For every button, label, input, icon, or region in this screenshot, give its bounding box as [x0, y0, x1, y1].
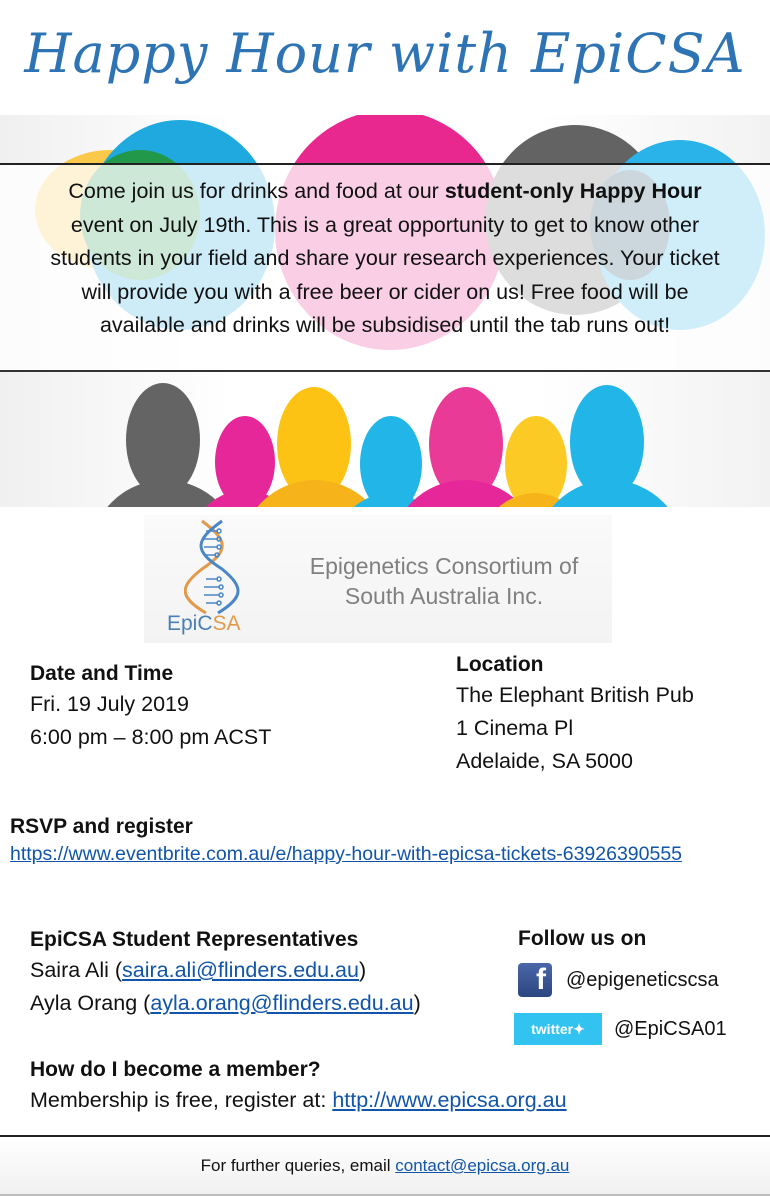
page-title: Happy Hour with EpiCSA: [24, 22, 746, 85]
representative-name: Ayla Orang: [30, 991, 138, 1015]
logo-word-c: C: [197, 612, 213, 635]
twitter-link[interactable]: [514, 1013, 727, 1045]
representative-name: Saira Ali: [30, 958, 109, 982]
facebook-icon: f: [518, 963, 552, 997]
intro-text-bold: student-only Happy Hour: [444, 179, 702, 203]
dna-helix-icon: [184, 519, 244, 615]
representatives-section: [30, 928, 421, 1020]
event-time: 6:00 pm – 8:00 pm ACST: [30, 725, 272, 749]
twitter-icon: twitter ✦: [514, 1013, 602, 1045]
membership-text: [30, 1084, 567, 1117]
event-date: Fri. 19 July 2019: [30, 692, 189, 716]
contact-email-link[interactable]: contact@epicsa.org.au: [395, 1156, 570, 1175]
intro-box: [0, 163, 770, 372]
representative-email-link[interactable]: ayla.orang@flinders.edu.au: [150, 991, 414, 1015]
representatives-heading: EpiCSA Student Representatives: [30, 928, 359, 951]
membership-description: Membership is free, register at:: [30, 1088, 333, 1112]
membership-link[interactable]: http://www.epicsa.org.au: [332, 1088, 567, 1112]
organization-name: [294, 551, 594, 611]
follow-heading: Follow us on: [518, 927, 647, 950]
representative-row: Ayla Orang (ayla.orang@flinders.edu.au): [30, 991, 421, 1015]
eventbrite-link[interactable]: https://www.eventbrite.com.au/e/happy-hour-with-epicsa-tickets-63926390555: [10, 843, 683, 865]
date-time-section: [30, 662, 271, 754]
intro-text-end: event on July 19th. This is a great opportunity to get to know other students in your field and share your research experiences. Your ticket will provide you with a free beer or cider on us! Free food will be available and drinks will be subsidised until the tab runs out!: [50, 212, 720, 337]
venue-city: Adelaide, SA 5000: [456, 749, 633, 773]
date-time-heading: Date and Time: [30, 662, 174, 685]
membership-section: [30, 1058, 567, 1117]
rsvp-heading: RSVP and register: [10, 815, 193, 838]
location-section: [456, 653, 694, 778]
location-heading: Location: [456, 653, 544, 676]
twitter-logo-text: twitter: [531, 1021, 574, 1037]
intro-paragraph: [40, 175, 730, 343]
venue-street: 1 Cinema Pl: [456, 716, 574, 740]
intro-text-start: Come join us for drinks and food at our: [68, 179, 445, 203]
logo-word-sa: SA: [212, 612, 241, 635]
twitter-handle: @EpiCSA01: [614, 1017, 727, 1040]
logo-word-epi: Epi: [167, 612, 198, 635]
org-name-line2: South Australia Inc.: [344, 583, 544, 609]
facebook-link[interactable]: [518, 963, 727, 997]
footer: [0, 1137, 770, 1196]
follow-section: [518, 927, 727, 1045]
footer-text: For further queries, email: [200, 1156, 396, 1175]
rsvp-section: [10, 815, 682, 866]
epicsa-logo-banner: [144, 515, 612, 643]
org-name-line1: Epigenetics Consortium of: [309, 553, 579, 579]
venue-name: The Elephant British Pub: [456, 683, 694, 707]
membership-heading: How do I become a member?: [30, 1058, 321, 1081]
facebook-handle: @epigeneticscsa: [566, 968, 719, 991]
logo-wordmark: [167, 612, 241, 636]
representative-row: Saira Ali (saira.ali@flinders.edu.au): [30, 958, 367, 982]
representative-email-link[interactable]: saira.ali@flinders.edu.au: [122, 958, 359, 982]
